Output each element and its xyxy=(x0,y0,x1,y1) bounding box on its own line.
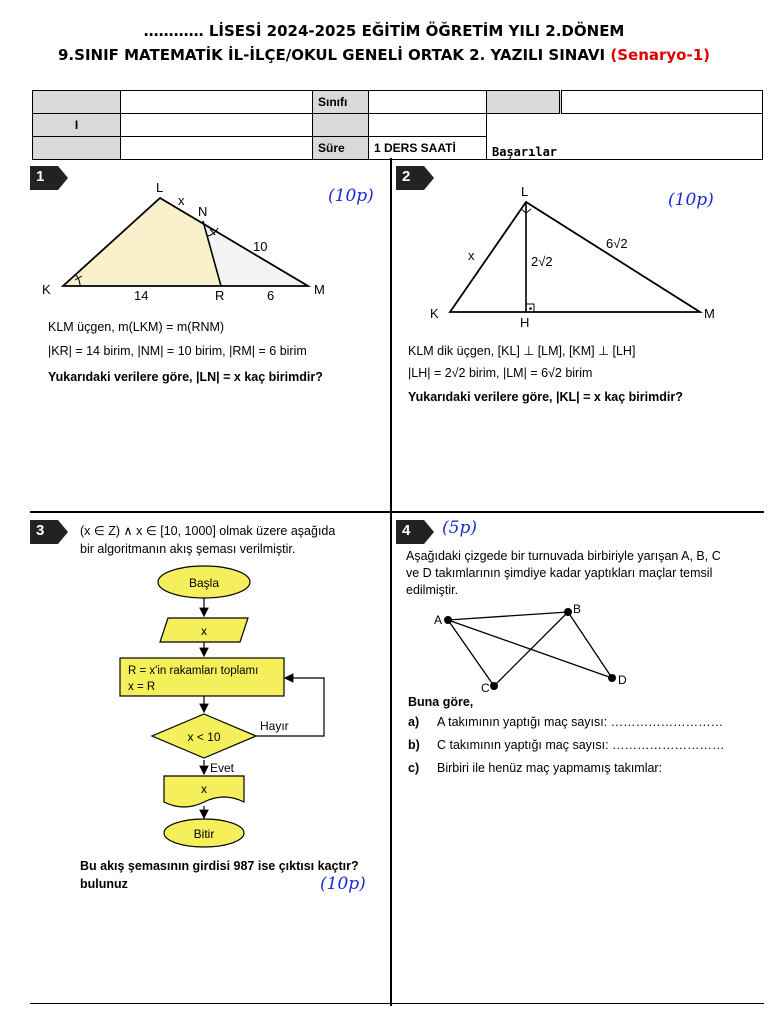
q1-score: (10p) xyxy=(328,186,374,206)
q4-item-b-text: C takımının yaptığı maç sayısı: ……………………… xyxy=(437,738,725,752)
q1-given-1: KLM üçgen, m(LKM) = m(RNM) xyxy=(48,320,225,334)
question-1-badge: 1 xyxy=(30,166,70,190)
info-cell-label-1 xyxy=(33,91,121,114)
q1-label-K: K xyxy=(42,282,51,297)
flow-process-1: R = x'in rakamları toplamı xyxy=(128,665,259,677)
flow-output: x xyxy=(201,782,207,796)
q4-item-c-text: Birbiri ile henüz maç yapmamış takımlar: xyxy=(437,761,663,775)
bottom-line xyxy=(30,1003,764,1004)
q3-flowchart xyxy=(100,560,340,860)
q2-label-M: M xyxy=(704,306,715,321)
q2-label-K: K xyxy=(430,306,439,321)
flow-yes-label: Evet xyxy=(210,761,235,775)
question-3-badge: 3 xyxy=(30,520,70,544)
q3-score: (10p) xyxy=(320,874,366,894)
info-cell-label-4 xyxy=(33,137,121,160)
q4-item-c-label: c) xyxy=(408,761,420,775)
q2-label-lm: 6√2 xyxy=(606,236,628,251)
student-number-field[interactable] xyxy=(121,114,313,137)
q1-label-14: 14 xyxy=(134,288,149,303)
q1-label-R: R xyxy=(215,288,225,303)
flow-end: Bitir xyxy=(193,827,215,841)
duration-value: 1 DERS SAATİ xyxy=(369,137,487,160)
q1-triangle-figure xyxy=(40,178,340,308)
q2-triangle-figure xyxy=(428,180,728,330)
q4-label-A: A xyxy=(434,613,443,627)
q4-label-D: D xyxy=(618,673,627,687)
q2-score: (10p) xyxy=(668,190,714,210)
exam-title-line1: ………… LİSESİ 2024-2025 EĞİTİM ÖĞRETİM YILI 2.DÖNEM xyxy=(143,22,625,40)
q2-label-lh: 2√2 xyxy=(531,254,553,269)
exam-title-line2 xyxy=(0,46,768,64)
flow-process-2: x = R xyxy=(128,681,156,693)
q2-label-x: x xyxy=(468,248,475,263)
q4-node-C xyxy=(490,682,498,690)
exam-title-main: 9.SINIF MATEMATİK İL-İLÇE/OKUL GENELİ ORTAK 2. YAZILI SINAVI xyxy=(58,46,606,64)
q4-intro-1: Aşağıdaki çizgede bir turnuvada birbiriyle yarışan A, B, C xyxy=(406,549,721,563)
q4-item-a-text: A takımının yaptığı maç sayısı: ……………………… xyxy=(437,715,724,729)
scenario-label: (Senaryo-1) xyxy=(610,46,710,64)
q1-given-2: |KR| = 14 birim, |NM| = 10 birim, |RM| = 6 birim xyxy=(48,344,307,358)
student-name-field[interactable] xyxy=(121,91,313,114)
info-cell-label-3 xyxy=(313,114,369,137)
question-2-badge: 2 xyxy=(396,166,436,190)
flow-decision: x < 10 xyxy=(187,730,221,744)
q4-prompt: Buna göre, xyxy=(408,695,474,709)
row-divider xyxy=(30,511,764,513)
greeting: Başarılar xyxy=(487,114,763,160)
q4-label-C: C xyxy=(481,681,490,695)
score-label-cell xyxy=(487,91,561,114)
duration-label: Süre xyxy=(313,137,369,160)
q4-node-D xyxy=(608,674,616,682)
q4-label-B: B xyxy=(573,602,582,616)
column-divider xyxy=(390,158,392,1006)
q2-label-L: L xyxy=(521,184,529,199)
info-field-3[interactable] xyxy=(121,137,313,160)
class-label: Sınıfı xyxy=(313,91,369,114)
q4-node-A xyxy=(444,616,452,624)
q4-item-a-label: a) xyxy=(408,715,420,729)
q2-label-H: H xyxy=(520,315,530,330)
class-field[interactable] xyxy=(369,91,487,114)
q2-given-1: KLM dik üçgen, [KL] ⊥ [LM], [KM] ⊥ [LH] xyxy=(408,344,636,358)
student-info-table xyxy=(32,90,763,160)
flow-no-label: Hayır xyxy=(260,719,289,733)
q2-given-2: |LH| = 2√2 birim, |LM| = 6√2 birim xyxy=(408,366,593,380)
q1-question: Yukarıdaki verilere göre, |LN| = x kaç birimdir? xyxy=(48,370,323,384)
score-field[interactable] xyxy=(561,91,763,114)
flow-input: x xyxy=(201,624,207,638)
q3-intro-2: bir algoritmanın akış şeması verilmiştir. xyxy=(80,542,296,556)
q1-label-M: M xyxy=(314,282,325,297)
question-4-badge: 4 xyxy=(396,520,436,544)
q4-node-B xyxy=(564,608,572,616)
q4-intro-3: edilmiştir. xyxy=(406,583,459,597)
q3-intro-1: (x ∈ Z) ∧ x ∈ [10, 1000] olmak üzere aşağıda xyxy=(80,524,336,538)
info-cell-label-2: I xyxy=(33,114,121,137)
q4-score: (5p) xyxy=(442,518,477,538)
q1-label-L: L xyxy=(156,180,164,195)
q3-question-2: bulunuz xyxy=(80,877,128,891)
q4-intro-2: ve D takımlarının şimdiye kadar yaptıkları maçlar temsil xyxy=(406,566,713,580)
q4-graph xyxy=(426,600,646,696)
q3-question-1: Bu akış şemasının girdisi 987 ise çıktısı kaçtır? xyxy=(80,859,359,873)
q1-label-10: 10 xyxy=(253,239,268,254)
q1-label-N: N xyxy=(198,204,208,219)
q1-label-6: 6 xyxy=(267,288,275,303)
q4-item-b-label: b) xyxy=(408,738,420,752)
info-field-2[interactable] xyxy=(369,114,487,137)
q2-question: Yukarıdaki verilere göre, |KL| = x kaç birimdir? xyxy=(408,390,683,404)
q1-label-x: x xyxy=(178,193,185,208)
flow-start: Başla xyxy=(188,576,220,590)
